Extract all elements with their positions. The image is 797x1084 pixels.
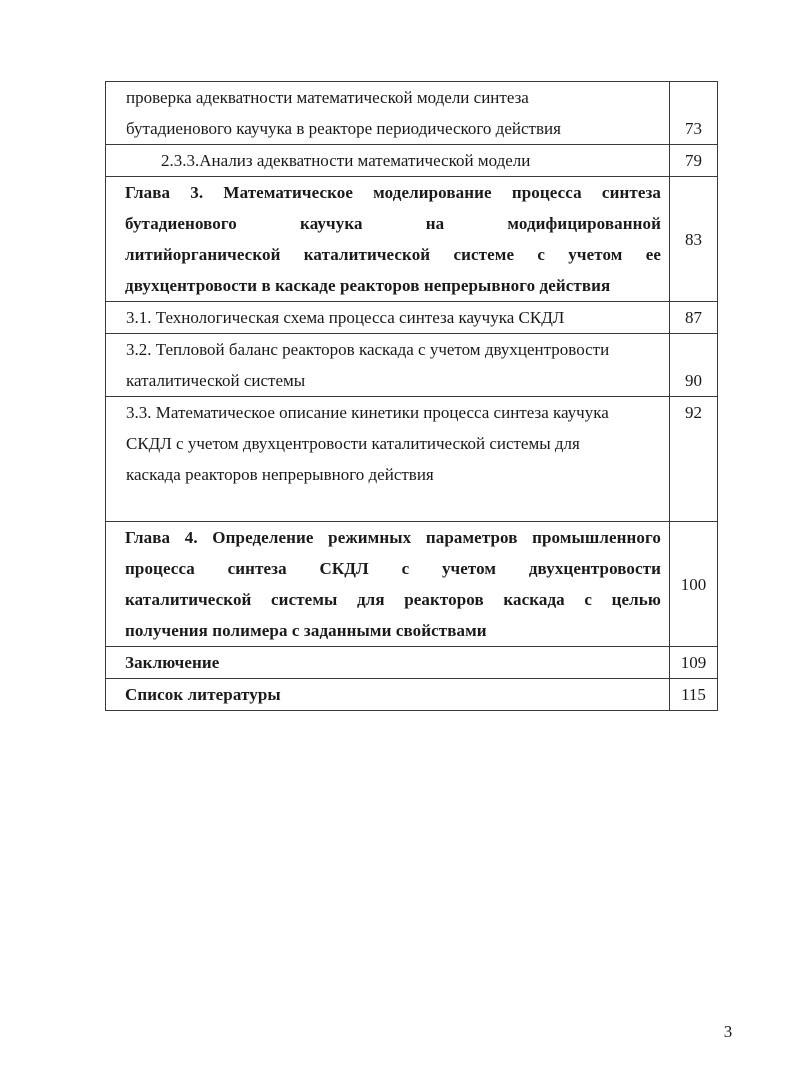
- toc-entry-text: [106, 679, 670, 711]
- toc-page-number: 87: [670, 302, 718, 334]
- toc-line: каскада реакторов непрерывного действия: [126, 465, 434, 484]
- toc-row: [106, 145, 718, 177]
- toc-line: литийорганической каталитической системе с учетом ее: [125, 245, 661, 264]
- toc-line: двухцентровости в каскаде реакторов непрерывного действия: [125, 276, 611, 295]
- toc-page-number: 90: [670, 334, 718, 397]
- toc-entry-text: [106, 145, 670, 177]
- toc-line: 3.2. Тепловой баланс реакторов каскада с учетом двухцентровости: [126, 340, 610, 359]
- toc-line: проверка адекватности математической модели синтеза: [126, 88, 529, 107]
- toc-line: 2.3.3.Анализ адекватности математической модели: [161, 151, 531, 170]
- toc-page-number: 73: [670, 82, 718, 145]
- toc-entry-text: [106, 397, 670, 522]
- toc-page-number: 115: [670, 679, 718, 711]
- toc-line: процесса синтеза СКДЛ с учетом двухцентровости: [125, 559, 661, 578]
- toc-page-number: 100: [670, 522, 718, 647]
- toc-line: бутадиенового каучука на модифицированной: [125, 214, 661, 233]
- toc-entry-text: [106, 522, 670, 647]
- toc-row: [106, 397, 718, 522]
- toc-row-chapter: [106, 679, 718, 711]
- toc-line: Глава 4. Определение режимных параметров промышленного: [125, 528, 661, 547]
- toc-line: 3.1. Технологическая схема процесса синтеза каучука СКДЛ: [126, 308, 565, 327]
- toc-line: получения полимера с заданными свойствами: [125, 621, 487, 640]
- toc-line: каталитической системы для реакторов каскада с целью: [125, 590, 661, 609]
- toc-row: [106, 82, 718, 145]
- toc-page-number: 92: [670, 397, 718, 522]
- toc-entry-text: [106, 334, 670, 397]
- toc-line: бутадиенового каучука в реакторе периодического действия: [126, 119, 561, 138]
- toc-entry-text: [106, 177, 670, 302]
- table-of-contents: [105, 81, 718, 711]
- toc-line: Глава 3. Математическое моделирование процесса синтеза: [125, 183, 661, 202]
- toc-entry-text: [106, 82, 670, 145]
- toc-row: [106, 334, 718, 397]
- toc-page-number: 83: [670, 177, 718, 302]
- toc-row-chapter: [106, 522, 718, 647]
- toc-line: каталитической системы: [126, 371, 306, 390]
- toc-entry-text: [106, 302, 670, 334]
- toc-line: 3.3. Математическое описание кинетики процесса синтеза каучука: [126, 403, 609, 422]
- toc-row-chapter: [106, 177, 718, 302]
- toc-line: Список литературы: [125, 685, 281, 704]
- toc-row-chapter: [106, 647, 718, 679]
- toc-entry-text: [106, 647, 670, 679]
- toc-line: Заключение: [125, 653, 220, 672]
- toc-line-spacer: [126, 490, 661, 521]
- page-number: 3: [723, 1022, 733, 1041]
- toc-page-number: 79: [670, 145, 718, 177]
- toc-page-number: 109: [670, 647, 718, 679]
- toc-line: СКДЛ с учетом двухцентровости каталитической системы для: [126, 434, 580, 453]
- toc-row: [106, 302, 718, 334]
